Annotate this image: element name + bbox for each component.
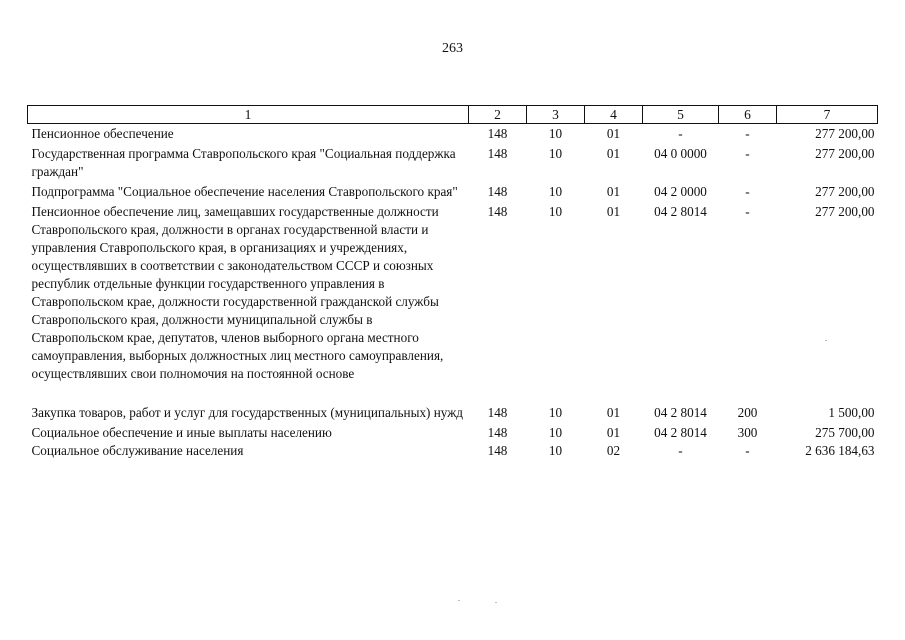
header-col-3: 3 xyxy=(527,106,585,124)
row-name: Государственная программа Ставропольского края "Социальная поддержка граждан" xyxy=(31,146,456,179)
row-amount: 275 700,00 xyxy=(815,425,875,440)
header-col-1: 1 xyxy=(28,106,469,124)
row-col-4: 02 xyxy=(606,443,621,458)
row-name: Подпрограмма "Социальное обеспечение населения Ставропольского края" xyxy=(31,184,458,199)
row-col-6: - xyxy=(745,146,750,161)
scan-speck xyxy=(458,600,460,601)
table-row xyxy=(28,124,878,144)
table-row xyxy=(28,383,878,422)
table-row xyxy=(28,181,878,201)
row-col-5: 04 2 8014 xyxy=(654,425,707,440)
row-col-5: 04 2 8014 xyxy=(654,204,707,219)
header-col-7: 7 xyxy=(777,106,878,124)
row-col-3: 10 xyxy=(548,146,563,161)
row-name: Закупка товаров, работ и услуг для государственных (муниципальных) нужд xyxy=(31,405,464,420)
row-col-3: 10 xyxy=(548,405,563,420)
row-col-6: - xyxy=(745,126,750,141)
table-row xyxy=(28,143,878,181)
row-col-2: 148 xyxy=(487,146,508,161)
row-col-6: - xyxy=(745,204,750,219)
header-col-4: 4 xyxy=(585,106,643,124)
page-number: 263 xyxy=(442,41,463,56)
header-col-5: 5 xyxy=(643,106,719,124)
row-col-4: 01 xyxy=(606,184,621,199)
table-row xyxy=(28,442,878,460)
header-col-6: 6 xyxy=(719,106,777,124)
row-col-3: 10 xyxy=(548,126,563,141)
row-name: Социальное обслуживание населения xyxy=(31,443,244,458)
row-col-5: 04 2 8014 xyxy=(654,405,707,420)
row-col-3: 10 xyxy=(548,204,563,219)
row-col-2: 148 xyxy=(487,204,508,219)
table-row xyxy=(28,201,878,383)
row-col-6: 300 xyxy=(737,425,758,440)
row-col-6: - xyxy=(745,184,750,199)
row-col-2: 148 xyxy=(487,405,508,420)
header-row xyxy=(28,106,878,124)
row-amount: 1 500,00 xyxy=(828,405,875,420)
table-header xyxy=(28,106,878,124)
table-body xyxy=(28,124,878,461)
row-amount: 2 636 184,63 xyxy=(805,443,875,458)
row-col-5: 04 2 0000 xyxy=(654,184,707,199)
budget-table xyxy=(27,105,878,460)
scan-speck xyxy=(825,340,827,341)
row-amount: 277 200,00 xyxy=(815,204,875,219)
header-col-2: 2 xyxy=(469,106,527,124)
row-col-3: 10 xyxy=(548,425,563,440)
row-col-4: 01 xyxy=(606,405,621,420)
row-col-2: 148 xyxy=(487,184,508,199)
row-amount: 277 200,00 xyxy=(815,146,875,161)
row-name: Социальное обеспечение и иные выплаты населению xyxy=(31,425,332,440)
row-col-2: 148 xyxy=(487,443,508,458)
row-col-5: - xyxy=(678,126,683,141)
row-col-4: 01 xyxy=(606,204,621,219)
row-amount: 277 200,00 xyxy=(815,184,875,199)
row-col-5: - xyxy=(678,443,683,458)
scan-speck xyxy=(495,602,497,603)
row-col-2: 148 xyxy=(487,126,508,141)
row-col-2: 148 xyxy=(487,425,508,440)
row-col-3: 10 xyxy=(548,184,563,199)
row-col-4: 01 xyxy=(606,425,621,440)
row-col-6: - xyxy=(745,443,750,458)
row-name: Пенсионное обеспечение лиц, замещавших государственные должности Ставропольского края, должности в органах государственной власти и управления Ставропольского края, в организациях и учреждениях, осуществлявших в соответствии с законодательством СССР и союзных республик отдельные функции государственного управления в Ставропольском крае, должности государственной гражданской службы Ставропольского края, должности муниципальной службы в Ставропольском крае, депутатов, членов выборного органа местного самоуправления, выборных должностных лиц местного самоуправления, осуществлявших свои полномочия на постоянной основе xyxy=(31,204,444,381)
row-col-5: 04 0 0000 xyxy=(654,146,707,161)
row-col-4: 01 xyxy=(606,126,621,141)
table-row xyxy=(28,422,878,442)
row-col-4: 01 xyxy=(606,146,621,161)
row-amount: 277 200,00 xyxy=(815,126,875,141)
row-col-6: 200 xyxy=(737,405,758,420)
row-name: Пенсионное обеспечение xyxy=(31,126,174,141)
row-col-3: 10 xyxy=(548,443,563,458)
